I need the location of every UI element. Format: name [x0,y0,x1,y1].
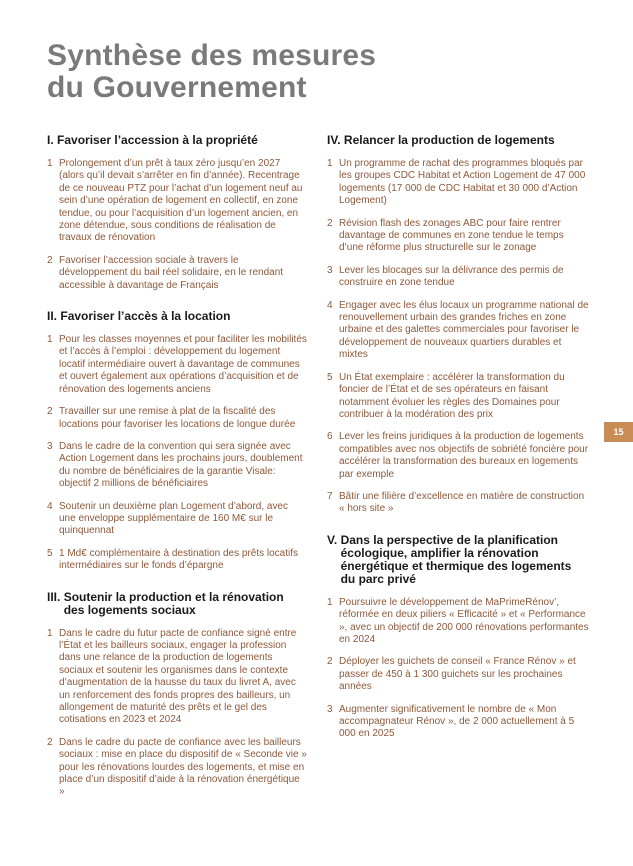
item-text: 1 Md€ complémentaire à destination des prêts locatifs intermédiaires sur le fonds d’épargne [59,547,299,572]
item-text: Lever les blocages sur la délivrance des permis de construire en zone tendue [339,264,564,289]
page-title-line-2: du Gouvernement [47,71,307,104]
item-text: Poursuivre le développement de MaPrimeRénov’, réformée en deux piliers « Efficacité » et « Performance », avec un objectif de 200 000 rénovations performantes en 2024 [339,596,589,645]
list-item [47,628,307,727]
item-number: 2 [327,217,333,229]
list-item [327,597,589,647]
item-number: 5 [47,547,53,559]
section-number: V. [327,532,338,547]
list-item [327,300,589,362]
item-number: 2 [47,254,53,266]
section-title: Dans la perspective de la planification écologique, amplifier la rénovation énergétique et thermique des logements du parc privé [340,532,572,586]
list-item [47,548,307,573]
item-text: Dans le cadre du pacte de confiance avec les bailleurs sociaux : mise en place du dispositif de « Seconde vie » pour les rénovations lourdes des logements, et mise en place d’un dispositif d’aide à la rénovation énergétique » [59,736,307,798]
item-text: Dans le cadre du futur pacte de confiance signé entre l’État et les bailleurs sociaux, engager la profession dans une relance de la production de logements sociaux et soutenir les organismes dans le contexte d’augmentation de la hausse du taux du livret A, avec un renforcement des fonds propres des bailleurs, un allongement de maturité des prêts et le gel des cotisations en 2023 et 2024 [59,627,297,726]
section-heading-i [47,134,307,147]
page-title-line-1: Synthèse des mesures [47,39,377,72]
item-text: Favoriser l’accession sociale à travers le développement du bail réel solidaire, en le rendant accessible à davantage de Français [59,254,284,291]
item-text: Dans le cadre de la convention qui sera signée avec Action Logement dans les prochains jours, doublement du nombre de bénéficiaires de la garantie Visale: objectif 2 millions de bénéficiaires [59,440,303,490]
list-item [47,441,307,491]
item-number: 2 [47,736,53,748]
item-text: Prolongement d’un prêt à taux zéro jusqu’en 2027 (alors qu’il devait s’arrêter en fin d’année). Recentrage de ce nouveau PTZ pour l’achat d’un logement neuf au sein d’une opération de logement en collectif, en zone tendue, ou pour l’acquisition d’un logement ancien, en zone détendue, sous conditions de réalisation de travaux de rénovation [59,158,303,244]
item-number: 6 [327,431,333,443]
item-text: Bâtir une filière d’excellence en matière de construction « hors site » [339,490,585,515]
list-item [327,265,589,290]
item-number: 3 [327,703,333,715]
list-item [47,406,307,431]
item-number: 1 [327,596,333,608]
right-column [327,134,589,751]
section-heading-iii [47,591,307,617]
section-number: IV. [327,133,341,147]
section-number: II. [47,309,58,324]
item-text: Déployer les guichets de conseil « France Rénov » et passer de 450 à 1 300 guichets sur les prochaines années [339,656,576,693]
item-number: 1 [47,158,53,169]
section-heading-iv [327,134,589,147]
item-text: Soutenir un deuxième plan Logement d’abord, avec une enveloppe supplémentaire de 160 M€ sur le quinquennat [59,500,289,537]
item-number: 5 [327,371,333,383]
section-number: III. [47,589,61,604]
list-item [327,704,589,741]
list-item [327,158,589,208]
item-number: 2 [47,406,53,418]
item-number: 4 [47,500,53,512]
item-number: 2 [327,656,333,668]
item-text: Travailler sur une remise à plat de la fiscalité des locations pour favoriser les locations de longue durée [59,406,296,430]
item-number: 3 [47,440,53,452]
left-column [47,134,307,809]
item-text: Un État exemplaire : accélérer la transformation du foncier de l’État et de ses opérateurs en faisant notamment évoluer les règles des Domaines pour contribuer à la modération des prix [339,371,565,420]
item-text: Engager avec les élus locaux un programme national de renouvellement urbain des grandes friches en zone urbaine et des galettes commerciales pour favoriser le développement de nouveaux quartiers durables et mixtes [339,299,589,361]
item-number: 1 [47,334,53,346]
section-title: Favoriser l’accès à la location [60,309,231,324]
list-item [47,255,307,292]
item-number: 4 [327,299,333,311]
item-number: 1 [47,627,53,639]
list-item [327,491,589,516]
list-item [47,501,307,538]
item-text: Augmenter significativement le nombre de « Mon accompagnateur Rénov », de 2 000 actuellement à 5 000 en 2025 [339,703,575,740]
section-heading-v [327,534,589,586]
list-item [327,431,589,481]
item-text: Lever les freins juridiques à la production de logements compatibles avec nos objectifs de sobriété foncière pour accélérer la transformation des bureaux en logements par exemple [339,431,589,480]
page-number-badge: 15 [604,422,633,442]
section-title: Favoriser l’accession à la propriété [57,133,258,147]
list-item [47,334,307,396]
item-number: 3 [327,264,333,276]
list-item [327,656,589,693]
item-text: Révision flash des zonages ABC pour faire rentrer davantage de communes en zone tendue le temps d’une réforme plus structurelle sur le zonage [339,217,564,254]
list-item [327,218,589,255]
list-item [47,737,307,799]
item-text: Pour les classes moyennes et pour faciliter les mobilités et l’accès à l’emploi : développement du logement locatif intermédiaire ouvert à davantage de communes et ouvert également aux opérations d’acquisition et de rénovation des logements anciens [59,334,307,395]
section-heading-ii [47,310,307,323]
section-title: Relancer la production de logements [343,133,555,147]
item-number: 1 [327,158,333,169]
list-item [327,372,589,422]
item-number: 7 [327,490,333,502]
section-number: I. [47,133,54,147]
list-item [47,158,307,245]
page-title [47,40,467,104]
item-text: Un programme de rachat des programmes bloqués par les groupes CDC Habitat et Action Logement de 47 000 logements (17 000 de CDC Habitat et 30 000 d’Action Logement) [339,158,586,207]
section-title: Soutenir la production et la rénovation des logements sociaux [63,589,284,617]
